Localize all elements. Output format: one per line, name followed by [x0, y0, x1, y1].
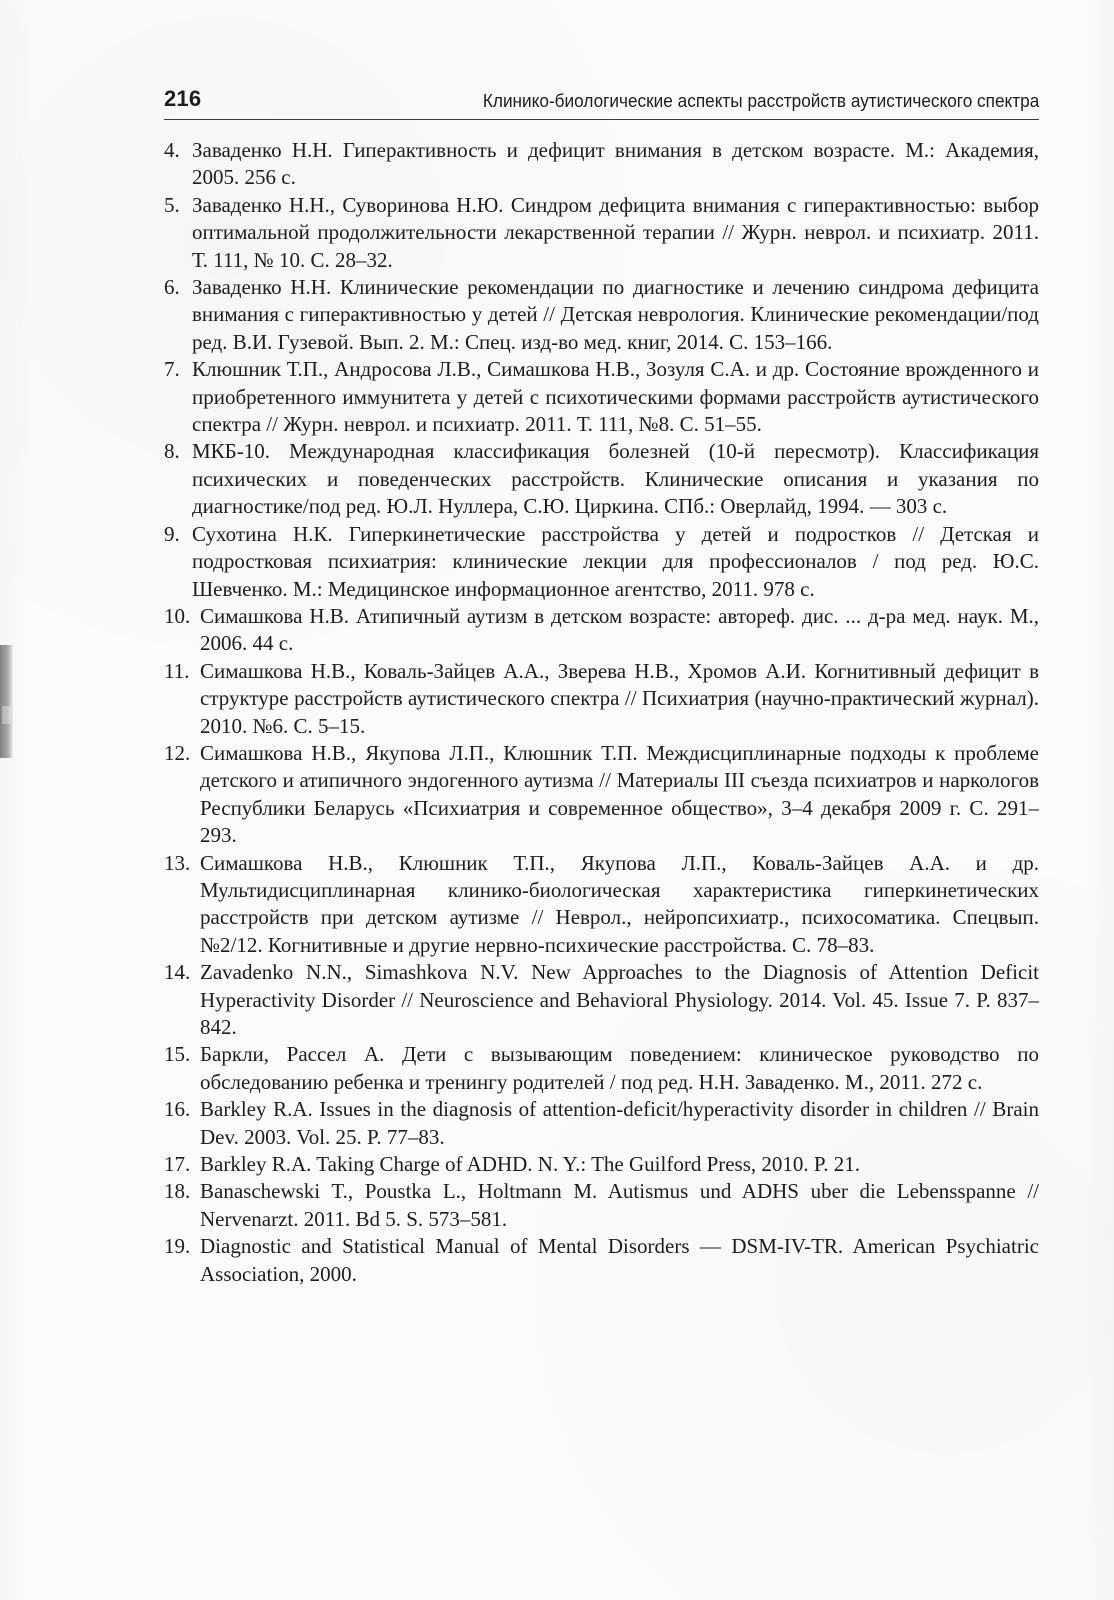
reference-item	[164, 274, 1039, 356]
reference-number: 5.	[164, 192, 180, 217]
reference-item	[164, 438, 1039, 520]
reference-text: Заваденко Н.Н., Суворинова Н.Ю. Синдром дефицита внимания с гиперактивностью: выбор оптимальной продолжительности лекарственной терапии // Журн. неврол. и психиатр. 2011. Т. 111, № 10. С. 28–32.	[192, 192, 1039, 272]
reference-item	[164, 658, 1039, 740]
reference-text: Barkley R.A. Taking Charge of ADHD. N. Y.: The Guilford Press, 2010. P. 21.	[200, 1152, 861, 1177]
reference-number: 7.	[164, 357, 180, 382]
reference-text: Симашкова Н.В. Атипичный аутизм в детском возрасте: автореф. дис. ... д-ра мед. наук. М., 2006. 44 с.	[200, 603, 1039, 656]
page-header	[164, 80, 1039, 120]
reference-item	[164, 1041, 1039, 1096]
reference-number: 19.	[164, 1234, 191, 1259]
page-number: 216	[164, 86, 202, 111]
reference-number: 10.	[164, 603, 191, 628]
reference-item	[164, 959, 1039, 1041]
reference-item	[164, 1233, 1039, 1288]
reference-item	[164, 1096, 1039, 1151]
reference-list	[164, 137, 1039, 1288]
scan-edge-mark	[0, 645, 13, 758]
reference-item	[164, 192, 1039, 274]
reference-text: Сухотина Н.К. Гиперкинетические расстройства у детей и подростков // Детская и подростковая психиатрия: клинические лекции для профессионалов / под ред. Ю.С. Шевченко. М.: Медицинское информационное агентство, 2011. 978 с.	[192, 521, 1039, 601]
reference-text: Заваденко Н.Н. Клинические рекомендации по диагностике и лечению синдрома дефицита внимания с гиперактивностью у детей // Детская неврология. Клинические рекомендации/под ред. В.И. Гузевой. Вып. 2. М.: Спец. изд-во мед. книг, 2014. С. 153–166.	[192, 275, 1039, 354]
reference-number: 15.	[164, 1042, 191, 1067]
reference-number: 18.	[164, 1179, 191, 1204]
reference-text: Симашкова Н.В., Клюшник Т.П., Якупова Л.П., Коваль-Зайцев А.А. и др. Мультидисциплинарная клинико-биологическая характеристика гиперкинетических расстройств при детском аутизме // Неврол., нейропсихиатр., психосоматика. Спецвып. №2/12. Когнитивные и другие нервно-психические расстройства. С. 78–83.	[200, 850, 1039, 957]
reference-number: 12.	[164, 740, 191, 765]
reference-text: Barkley R.A. Issues in the diagnosis of attention-deficit/hyperactivity disorder in children // Brain Dev. 2003. Vol. 25. P. 77–83.	[200, 1097, 1039, 1149]
reference-text: Zavadenko N.N., Simashkova N.V. New Approaches to the Diagnosis of Attention Deficit Hyperactivity Disorder // Neuroscience and Behavioral Physiology. 2014. Vol. 45. Issue 7. P. 837–842.	[200, 960, 1039, 1039]
reference-item	[164, 603, 1039, 658]
reference-number: 17.	[164, 1152, 191, 1177]
reference-number: 8.	[164, 439, 180, 464]
reference-item	[164, 1178, 1039, 1233]
reference-text: Симашкова Н.В., Якупова Л.П., Клюшник Т.П. Междисциплинарные подходы к проблеме детского и атипичного эндогенного аутизма // Материалы III съезда психиатров и наркологов Республики Беларусь «Психиатрия и современное общество», 3–4 декабря 2009 г. С. 291–293.	[200, 740, 1039, 848]
reference-item	[164, 137, 1039, 192]
reference-text: Клюшник Т.П., Андросова Л.В., Симашкова Н.В., Зозуля С.А. и др. Состояние врожденного и приобретенного иммунитета у детей с психотическими формами расстройств аутистического спектра // Журн. неврол. и психиатр. 2011. Т. 111, №8. С. 51–55.	[192, 357, 1039, 437]
reference-text: Banaschewski T., Poustka L., Holtmann M. Autismus und ADHS uber die Lebensspanne // Nervenarzt. 2011. Bd 5. S. 573–581.	[200, 1179, 1039, 1231]
reference-item	[164, 1151, 1039, 1178]
reference-text: Баркли, Рассел А. Дети с вызывающим поведением: клиническое руководство по обследованию ребенка и тренингу родителей / под ред. Н.Н. Заваденко. М., 2011. 272 с.	[200, 1042, 1039, 1094]
running-title: Клинико-биологические аспекты расстройств аутистического спектра	[482, 90, 1039, 111]
reference-number: 13.	[164, 850, 191, 875]
reference-item	[164, 356, 1039, 438]
reference-text: Diagnostic and Statistical Manual of Mental Disorders — DSM-IV-TR. American Psychiatric Association, 2000.	[200, 1234, 1039, 1286]
reference-text: Заваденко Н.Н. Гиперактивность и дефицит внимания в детском возрасте. М.: Академия, 2005. 256 с.	[192, 138, 1039, 190]
reference-number: 4.	[164, 138, 180, 162]
reference-item	[164, 521, 1039, 603]
reference-number: 14.	[164, 960, 191, 985]
reference-item	[164, 740, 1039, 850]
reference-number: 6.	[164, 275, 180, 300]
reference-item	[164, 850, 1039, 960]
reference-number: 16.	[164, 1097, 191, 1122]
reference-number: 9.	[164, 521, 180, 546]
reference-text: МКБ-10. Международная классификация болезней (10-й пересмотр). Классификация психических и поведенческих расстройств. Клинические описания и указания по диагностике/под ред. Ю.Л. Нуллера, С.Ю. Циркина. СПб.: Оверлайд, 1994. — 303 с.	[192, 439, 1039, 519]
reference-number: 11.	[164, 658, 190, 683]
reference-text: Симашкова Н.В., Коваль-Зайцев А.А., Зверева Н.В., Хромов А.И. Когнитивный дефицит в структуре расстройств аутистического спектра // Психиатрия (научно-практический журнал). 2010. №6. С. 5–15.	[200, 658, 1039, 738]
